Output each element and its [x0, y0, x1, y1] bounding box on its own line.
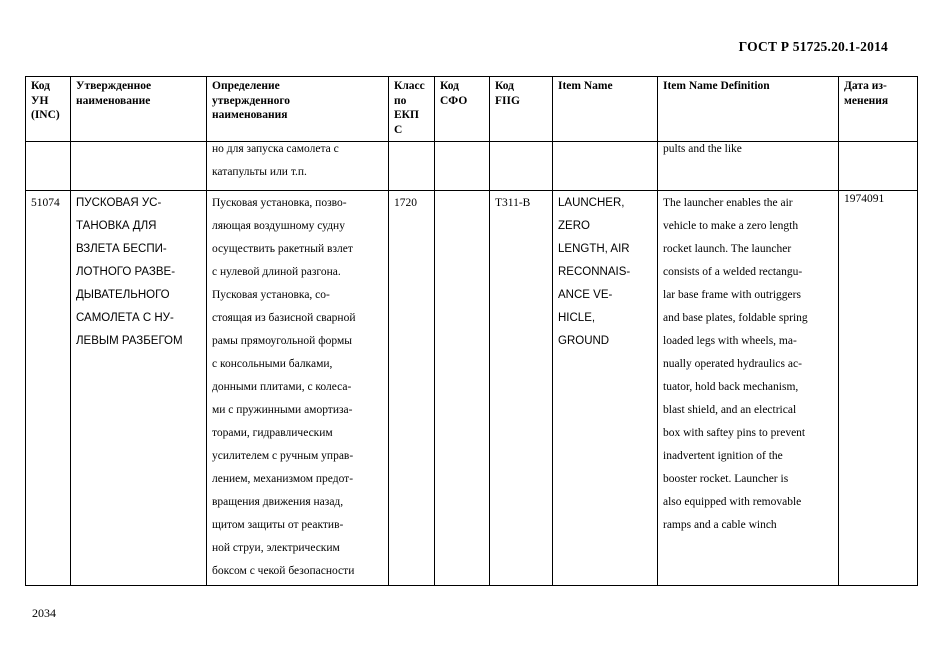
text-line: Пусковая установка, позво- — [212, 197, 347, 209]
text-line: щитом защиты от реактив- — [212, 519, 344, 531]
text-line: по — [394, 94, 407, 107]
text-line: ной струи, электрическим — [212, 542, 340, 554]
cell — [435, 142, 490, 191]
text-line: GROUND — [558, 335, 610, 347]
text-line: рамы прямоугольной формы — [212, 335, 352, 347]
header-inc — [26, 77, 71, 142]
text-line: катапульты или т.п. — [212, 166, 307, 178]
text-line: The launcher enables the air — [663, 197, 793, 209]
cell — [389, 142, 435, 191]
text-line: УН — [31, 94, 49, 107]
cell — [553, 142, 658, 191]
text-line: ZERO — [558, 220, 590, 232]
text-line: с консольными балками, — [212, 358, 333, 370]
text-line: ПУСКОВАЯ УС- — [76, 197, 162, 209]
text-line: also equipped with removable — [663, 496, 802, 508]
header-change-date — [839, 77, 918, 142]
text-line: С — [394, 123, 403, 136]
text-line: лением, механизмом предот- — [212, 473, 354, 485]
cell-definition-ru — [207, 142, 389, 191]
text-line: Дата из- — [844, 80, 887, 92]
cell — [839, 142, 918, 191]
text-line: pults and the like — [663, 143, 742, 155]
text-line: осуществить ракетный взлет — [212, 243, 353, 255]
text-line: (INC) — [31, 109, 60, 121]
text-line: ЕКП — [394, 109, 419, 121]
text-line: RECONNAIS- — [558, 266, 631, 278]
text-line: стоящая из базисной сварной — [212, 312, 356, 324]
cell-sfo — [435, 191, 490, 586]
text-line: ВЗЛЕТА БЕСПИ- — [76, 243, 167, 255]
text-line: ТАНОВКА ДЛЯ — [76, 220, 157, 232]
text-line: LAUNCHER, — [558, 197, 625, 209]
text-line: Класс — [394, 80, 425, 92]
text-line: с нулевой длиной разгона. — [212, 266, 341, 278]
text-line: inadvertent ignition of the — [663, 450, 783, 462]
header-approved-name — [71, 77, 207, 142]
text-line: наименования — [212, 109, 288, 121]
header-definition — [207, 77, 389, 142]
cell — [71, 142, 207, 191]
header-item-name-definition — [658, 77, 839, 142]
cell-definition-ru — [207, 191, 389, 586]
text-line: ляющая воздушному судну — [212, 220, 345, 232]
text-line: ramps and a cable winch — [663, 519, 777, 531]
header-fiig — [490, 77, 553, 142]
cell-item-name — [553, 191, 658, 586]
header-sfo — [435, 77, 490, 142]
text-line: Пусковая установка, со- — [212, 289, 330, 301]
text-line: вращения движения назад, — [212, 496, 344, 508]
cell-inc: 51074 — [26, 191, 71, 586]
header-item-name — [553, 77, 658, 142]
text-line: and base plates, foldable spring — [663, 312, 808, 324]
cell-fiig: T311-B — [490, 191, 553, 586]
text-line: усилителем с ручным управ- — [212, 450, 354, 462]
page-number: 2034 — [32, 606, 56, 620]
text-line: Item Name — [558, 80, 613, 92]
text-line: ЛОТНОГО РАЗВЕ- — [76, 266, 176, 278]
text-line: Определение — [212, 80, 280, 92]
text-line: Код — [440, 80, 460, 92]
text-line: САМОЛЕТА С НУ- — [76, 312, 174, 324]
table-row — [26, 191, 918, 586]
text-line: ми с пружинными амортиза- — [212, 404, 353, 416]
text-line: FIIG — [495, 94, 520, 107]
text-line: СФО — [440, 94, 468, 107]
text-line: боксом с чекой безопасности — [212, 565, 355, 577]
text-line: rocket launch. The launcher — [663, 243, 792, 255]
text-line: ANCE VE- — [558, 289, 613, 301]
table-header-row — [26, 77, 918, 142]
text-line: донными плитами, с колеса- — [212, 381, 352, 393]
text-line: consists of a welded rectangu- — [663, 266, 803, 278]
text-line: ЛЕВЫМ РАЗБЕГОМ — [76, 335, 183, 347]
text-line: Код — [31, 80, 51, 92]
cell-class: 1720 — [389, 191, 435, 586]
text-line: loaded legs with wheels, ma- — [663, 335, 797, 347]
text-line: blast shield, and an electrical — [663, 404, 797, 416]
text-line: Item Name Definition — [663, 80, 770, 92]
text-line: торами, гидравлическим — [212, 427, 333, 439]
cell-approved-name — [71, 191, 207, 586]
text-line: LENGTH, AIR — [558, 243, 630, 255]
text-line: nually operated hydraulics ac- — [663, 358, 802, 370]
cell — [26, 142, 71, 191]
cell-item-name-definition — [658, 191, 839, 586]
text-line: наименование — [76, 94, 151, 107]
text-line: vehicle to make a zero length — [663, 220, 799, 232]
header-class — [389, 77, 435, 142]
document-code: ГОСТ Р 51725.20.1-2014 — [738, 39, 888, 54]
continuation-row — [26, 142, 918, 191]
text-line: lar base frame with outriggers — [663, 289, 801, 301]
catalog-table — [25, 76, 918, 586]
text-line: но для запуска самолета с — [212, 143, 339, 155]
text-line: утвержденного — [212, 94, 291, 107]
cell-definition-en — [658, 142, 839, 191]
text-line: Утвержденное — [76, 80, 152, 92]
text-line: Код — [495, 80, 515, 92]
cell — [490, 142, 553, 191]
text-line: booster rocket. Launcher is — [663, 473, 789, 485]
text-line: box with saftey pins to prevent — [663, 427, 806, 439]
text-line: tuator, hold back mechanism, — [663, 381, 799, 393]
text-line: HICLE, — [558, 312, 596, 324]
text-line: менения — [844, 94, 889, 107]
cell-change-date: 1974091 — [839, 191, 918, 586]
text-line: ДЫВАТЕЛЬНОГО — [76, 289, 170, 301]
